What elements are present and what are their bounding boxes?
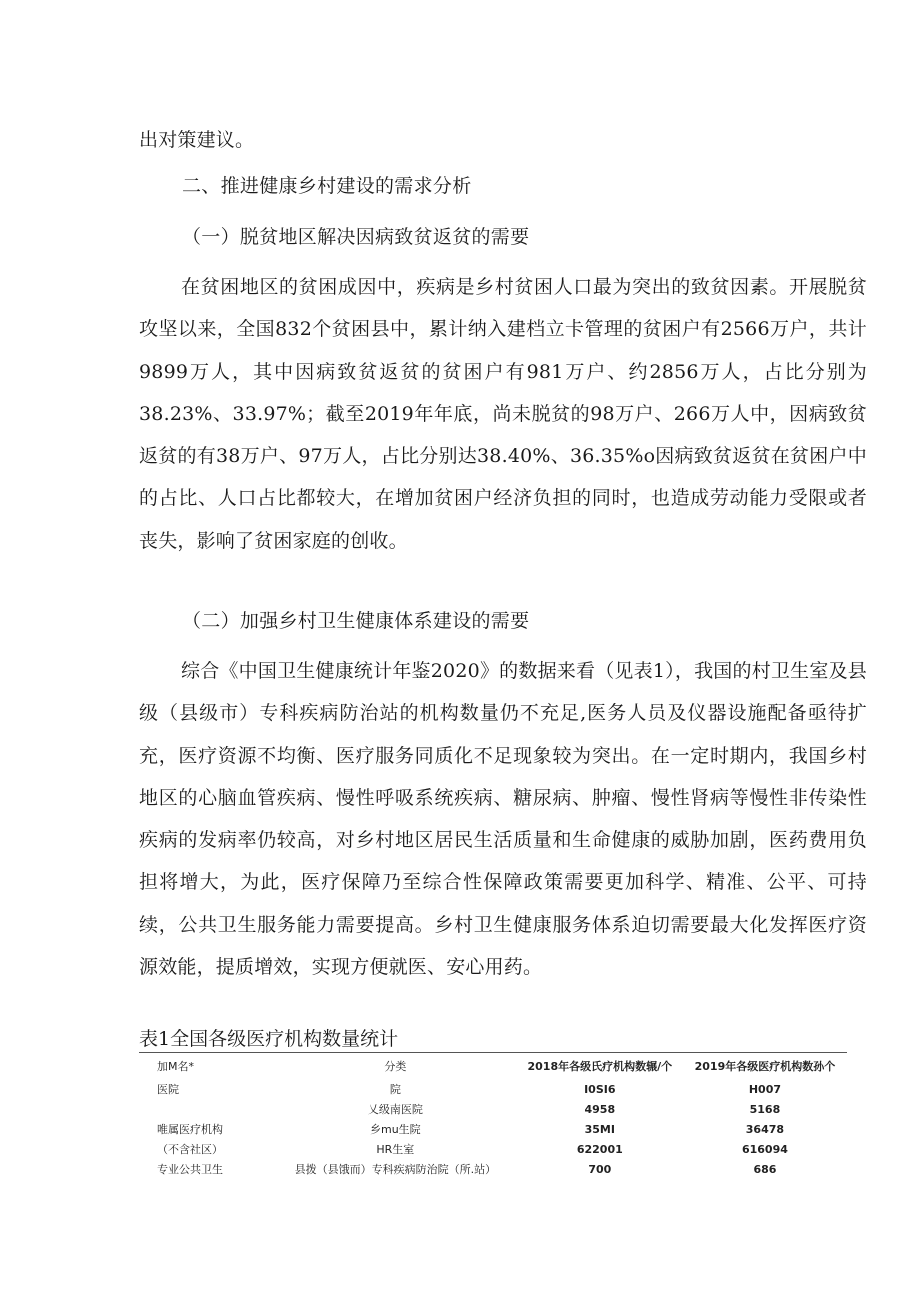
table-cell: 622001 [576, 1142, 623, 1156]
table-cell [139, 1099, 274, 1119]
table-row [139, 1159, 847, 1179]
table-cell: I0SI6 [584, 1082, 616, 1096]
table-cell: 县拨（县饿而）专科疾病防治院（所.站） [294, 1163, 497, 1176]
intro-fragment: 出对策建议。 [139, 129, 255, 151]
subsection-heading-1: （一）脱贫地区解决因病致贫返贫的需要 [182, 226, 530, 248]
table-cell: 医院 [157, 1083, 179, 1096]
table-cell: 616094 [741, 1142, 788, 1156]
header-cell: 分类 [384, 1060, 407, 1073]
stats-table-container [139, 1052, 847, 1179]
table-cell: 乂级南医院 [367, 1103, 423, 1116]
table-cell: 5168 [749, 1102, 781, 1116]
stats-table [139, 1053, 847, 1179]
table-cell: 专业公共卫生 [157, 1163, 223, 1176]
table-caption: 表1全国各级医疗机构数量统计 [139, 1028, 399, 1050]
table-header-row [139, 1053, 847, 1079]
table-cell: （不含社区） [157, 1143, 223, 1156]
table-cell: 36478 [745, 1122, 785, 1136]
table-row [139, 1099, 847, 1119]
header-cell: 2018年各级氏疗机构数辗/个 [527, 1060, 673, 1073]
table-cell: 院 [389, 1083, 401, 1096]
table-cell: 35MI [584, 1122, 615, 1136]
paragraph-health-system: 综合《中国卫生健康统计年鉴2020》的数据来看（见表1），我国的村卫生室及县级（县级市）专科疾病防治站的机构数量仍不充足,医务人员及仪器设施配备亟待扩充，医疗资源不均衡、医疗服务同质化不足现象较为突出。在一定时期内，我国乡村地区的心脑血管疾病、慢性呼吸系统疾病、糖尿病、肿瘤、慢性肾病等慢性非传染性疾病的发病率仍较高，对乡村地区居民生活质量和生命健康的威胁加剧，医药费用负担将增大，为此，医疗保障乃至综合性保障政策需要更加科学、精准、公平、可持续，公共卫生服务能力需要提高。乡村卫生健康服务体系迫切需要最大化发挥医疗资源效能，提质增效，实现方便就医、安心用药。 [139, 660, 867, 979]
table-row [139, 1139, 847, 1159]
section-heading: 二、推进健康乡村建设的需求分析 [182, 175, 472, 197]
paragraph-poverty: 在贫困地区的贫困成因中，疾病是乡村贫困人口最为突出的致贫因素。开展脱贫攻坚以来，全国832个贫困县中，累计纳入建档立卡管理的贫困户有2566万户，共计9899万人，其中因病致贫返贫的贫困户有981万户、约2856万人，占比分别为38.23%、33.97%；截至2019年年底，尚未脱贫的98万户、266万人中，因病致贫返贫的有38万户、97万人，占比分别达38.40%、36.35%o因病致贫返贫在贫困户中的占比、人口占比都较大，在增加贫困户经济负担的同时，也造成劳动能力受限或者丧失，影响了贫困家庭的创收。 [139, 276, 867, 552]
table-cell: H007 [748, 1082, 781, 1096]
subsection-heading-2: （二）加强乡村卫生健康体系建设的需要 [182, 610, 530, 632]
table-cell: 700 [588, 1162, 612, 1176]
table-cell: HR生室 [376, 1143, 415, 1156]
table-cell: 4958 [584, 1102, 616, 1116]
header-cell: 2019年各级医疗机构数孙个 [694, 1060, 836, 1073]
table-cell: 唯属医疗机构 [157, 1123, 223, 1136]
table-cell: 686 [753, 1162, 777, 1176]
table-row [139, 1079, 847, 1099]
table-cell: 乡mu生院 [369, 1123, 421, 1136]
header-cell: 加M名* [157, 1060, 194, 1073]
table-row [139, 1119, 847, 1139]
